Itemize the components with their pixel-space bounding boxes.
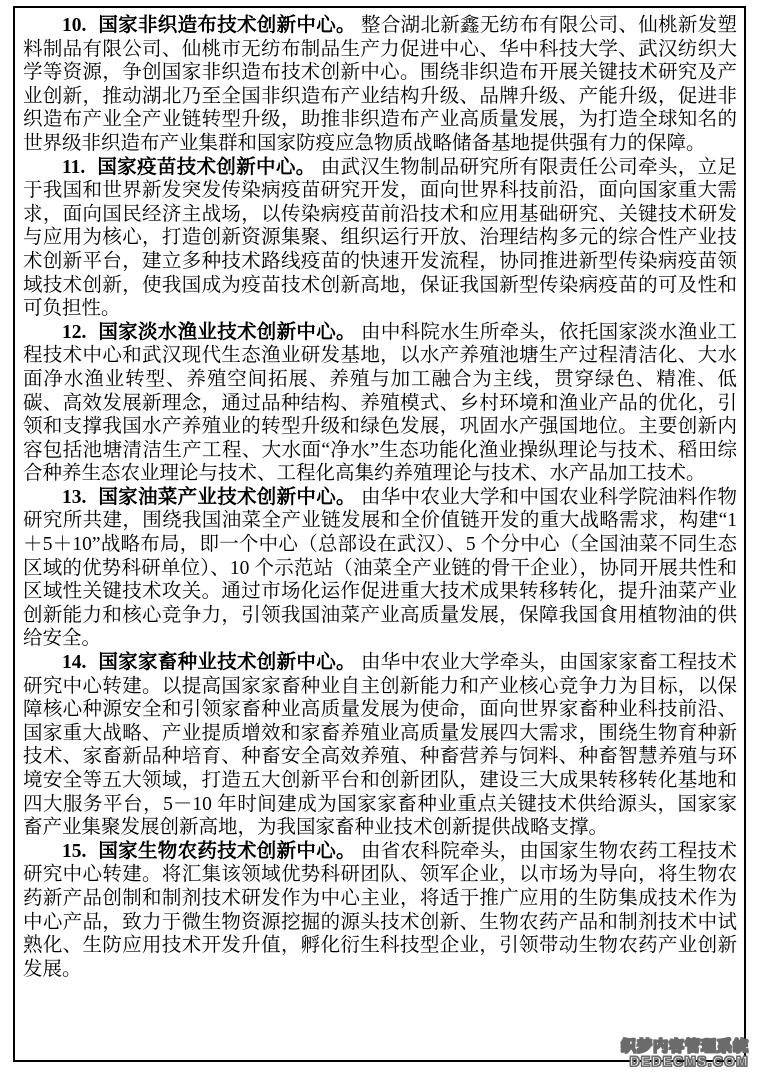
paragraph-13 [23, 486, 737, 651]
paragraph-body: 由省农科院牵头，由国家生物农药工程技术研究中心转建。将汇集该领域优势科研团队、领军企业，以市场为导向，将生物农药新产品创制和制剂技术研发作为中心主业，将适于推广应用的生防集成技术作为中心产品，致力于微生物资源挖掘的源头技术创新、生物农药产品和制剂技术中试熟化、生防应用技术开发升值，孵化衍生科技型企业，引领带动生物农药产业创新发展。 [23, 840, 737, 980]
cms-watermark [621, 1039, 749, 1069]
document-body [23, 14, 737, 981]
paragraph-15 [23, 840, 737, 982]
paragraph-title: 国家家畜种业技术创新中心。 [98, 652, 356, 674]
paragraph-number: 13. [62, 486, 87, 508]
paragraph-title: 国家生物农药技术创新中心。 [98, 840, 356, 862]
paragraph-number: 14. [62, 652, 87, 674]
paragraph-title: 国家淡水渔业技术创新中心。 [98, 321, 356, 343]
paragraph-number: 12. [62, 321, 87, 343]
paragraph-title: 国家疫苗技术创新中心。 [97, 156, 316, 178]
watermark-cms-name: 织梦内容管理系统 [620, 1038, 749, 1056]
paragraph-title: 国家油菜产业技术创新中心。 [98, 486, 356, 508]
paragraph-12 [23, 321, 737, 486]
paragraph-body: 整合湖北新鑫无纺布有限公司、仙桃新发塑料制品有限公司、仙桃市无纺布制品生产力促进中心、华中科技大学、武汉纺织大学等资源，争创国家非织造布技术创新中心。围绕非织造布开展关键技术研究及产业创新，推动湖北乃至全国非织造布产业结构升级、品牌升级、产能升级，促进非织造布产业全产业链转型升级，助推非织造布产业高质量发展，为打造全球知名的世界级非织造布产业集群和国家防疫应急物质战略储备基地提供强有力的保障。 [23, 15, 737, 154]
paragraph-title: 国家非织造布技术创新中心。 [98, 15, 356, 36]
paragraph-10 [23, 14, 737, 156]
paragraph-body: 由中科院水生所牵头，依托国家淡水渔业工程技术中心和武汉现代生态渔业研发基地，以水产养殖池塘生产过程清洁化、大水面净水渔业转型、养殖空间拓展、养殖与加工融合为主线，贯穿绿色、精准、低碳、高效发展新理念，通过品种结构、养殖模式、乡村环境和渔业产品的优化，引领和支撑我国水产养殖业的转型升级和绿色发展，巩固水产强国地位。主要创新内容包括池塘清洁生产工程、大水面“净水”生态功能化渔业操纵理论与技术、稻田综合种养生态农业理论与技术、工程化高集约养殖理论与技术、水产品加工技术。 [23, 321, 737, 485]
paragraph-11 [23, 156, 737, 321]
paragraph-number: 15. [62, 840, 87, 862]
paragraph-14 [23, 651, 737, 840]
paragraph-body: 由武汉生物制品研究所有限责任公司牵头，立足于我国和世界新发突发传染病疫苗研究开发，面向世界科技前沿，面向国家重大需求，面向国民经济主战场，以传染病疫苗前沿技术和应用基础研究、关键技术研发与应用为核心，打造创新资源集聚、组织运行开放、治理结构多元的综合性产业技术创新平台，建立多种技术路线疫苗的快速开发流程，协同推进新型传染病疫苗领域技术创新，使我国成为疫苗技术创新高地，保证我国新型传染病疫苗的可及性和可负担性。 [23, 156, 737, 320]
watermark-cms-domain: DEDECMS.COM [629, 1053, 749, 1069]
paragraph-number: 10. [62, 15, 87, 36]
paragraph-number: 11. [62, 156, 86, 178]
paragraph-body: 由华中农业大学牵头，由国家家畜工程技术研究中心转建。以提高国家家畜种业自主创新能力和产业核心竞争力为目标，以保障核心种源安全和引领家畜种业高质量发展为使命，面向世界家畜种业科技前沿、国家重大战略、产业提质增效和家畜养殖业高质量发展四大需求，围绕生物育种新技术、家畜新品种培育、种畜安全高效养殖、种畜营养与饲料、种畜智慧养殖与环境安全等五大领域，打造五大创新平台和创新团队，建设三大成果转移转化基地和四大服务平台，5－10 年时间建成为国家家畜种业重点关键技术供给源头，国家家畜产业集聚发展创新高地，为我国家畜种业技术创新提供战略支撑。 [23, 652, 737, 839]
paragraph-body: 由华中农业大学和中国农业科学院油料作物研究所共建，围绕我国油菜全产业链发展和全价值链开发的重大战略需求，构建“1＋5＋10”战略布局，即一个中心（总部设在武汉）、5 个分中心（全国油菜不同生态区域的优势科研单位）、10 个示范站（油菜全产业链的骨干企业），协同开展共性和区域性关键技术攻关。通过市场化运作促进重大技术成果转移转化，提升油菜产业创新能力和核心竞争力，引领我国油菜产业高质量发展，保障我国食用植物油的供给安全。 [23, 486, 737, 650]
